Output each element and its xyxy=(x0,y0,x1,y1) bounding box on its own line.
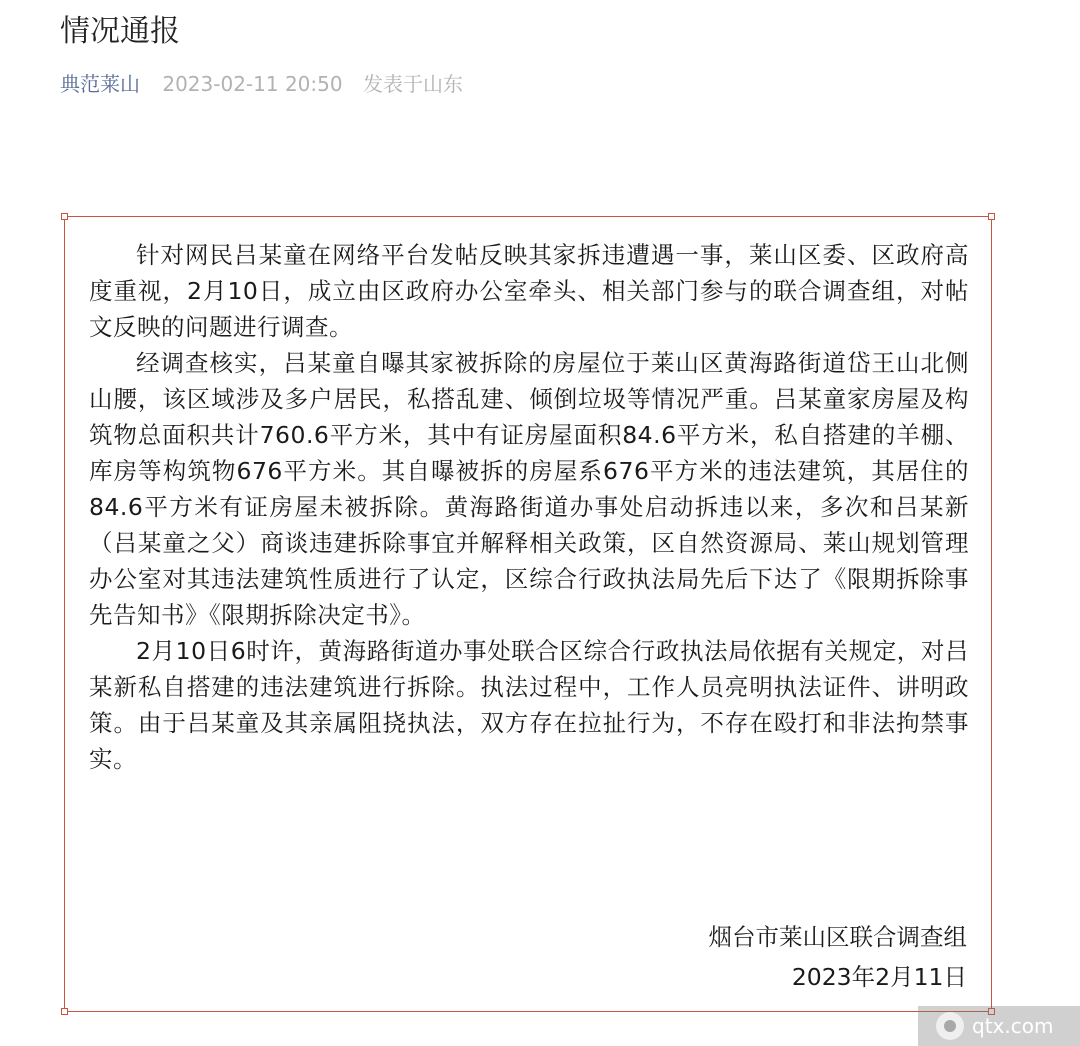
resize-handle-top-right[interactable] xyxy=(988,213,995,220)
resize-handle-top-left[interactable] xyxy=(61,213,68,220)
author-link[interactable]: 典范莱山 xyxy=(60,72,140,96)
publish-time: 2023-02-11 20:50 xyxy=(162,72,343,96)
notice-paragraph-2: 经调查核实，吕某童自曝其家被拆除的房屋位于莱山区黄海路街道岱王山北侧山腰，该区域涉及多户居民，私搭乱建、倾倒垃圾等情况严重。吕某童家房屋及构筑物总面积共计760.6平方米，其中有证房屋面积84.6平方米，私自搭建的羊棚、库房等构筑物676平方米。其自曝被拆的房屋系676平方米的违法建筑，其居住的84.6平方米有证房屋未被拆除。黄海路街道办事处启动拆违以来，多次和吕某新（吕某童之父）商谈违建拆除事宜并解释相关政策，区自然资源局、莱山规划管理办公室对其违法建筑性质进行了认定，区综合行政执法局先后下达了《限期拆除事先告知书》《限期拆除决定书》。 xyxy=(89,349,969,629)
notice-image[interactable] xyxy=(64,216,992,1012)
notice-date: 2023年2月11日 xyxy=(791,963,967,991)
article-title: 情况通报 xyxy=(60,14,180,49)
watermark-logo-icon xyxy=(936,1012,964,1040)
notice-signature: 烟台市莱山区联合调查组 xyxy=(708,923,967,951)
notice-signature-block xyxy=(709,917,968,997)
watermark xyxy=(918,1006,1080,1046)
publish-location: 发表于山东 xyxy=(362,72,463,96)
notice-paragraph-1: 针对网民吕某童在网络平台发帖反映其家拆违遭遇一事，莱山区委、区政府高度重视，2月10日，成立由区政府办公室牵头、相关部门参与的联合调查组，对帖文反映的问题进行调查。 xyxy=(89,241,969,341)
notice-body xyxy=(89,237,969,777)
watermark-text: qtx.com xyxy=(972,1014,1054,1038)
resize-handle-bottom-left[interactable] xyxy=(61,1008,68,1015)
notice-paragraph-3: 2月10日6时许，黄海路街道办事处联合区综合行政执法局依据有关规定，对吕某新私自搭建的违法建筑进行拆除。执法过程中，工作人员亮明执法证件、讲明政策。由于吕某童及其亲属阻挠执法，双方存在拉扯行为，不存在殴打和非法拘禁事实。 xyxy=(89,637,969,773)
article-meta xyxy=(60,70,463,98)
